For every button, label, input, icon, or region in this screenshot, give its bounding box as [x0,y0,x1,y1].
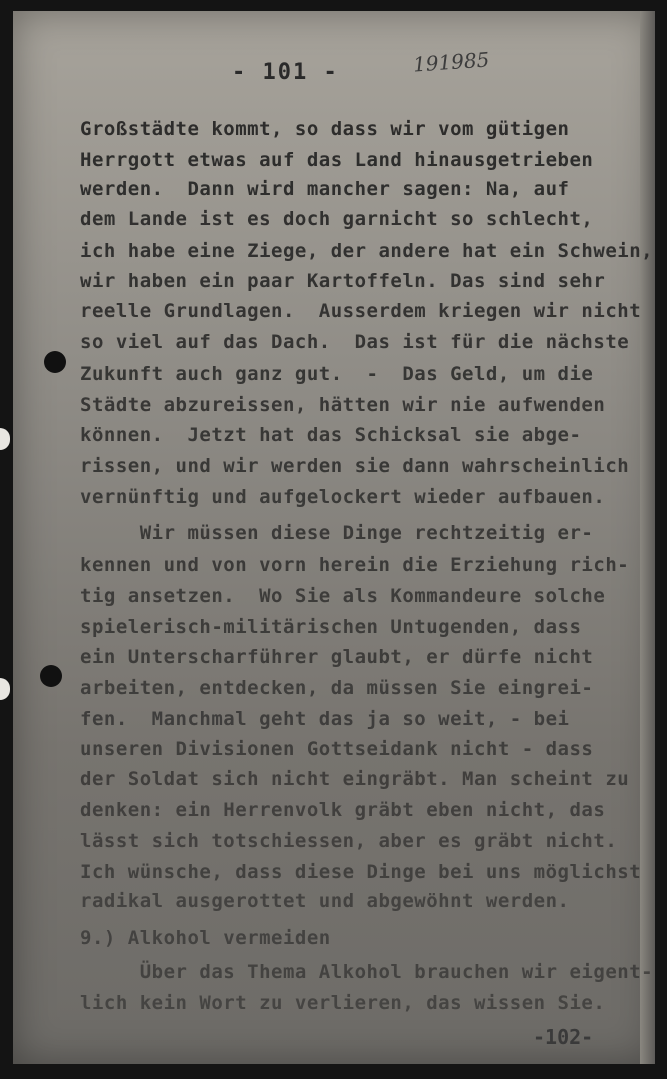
text-line: Wir müssen diese Dinge rechtzeitig er- [80,522,594,544]
punch-hole [44,351,66,373]
text-line: Zukunft auch ganz gut. - Das Geld, um die [80,363,594,385]
handwritten-reference: 191985 [412,47,491,77]
text-line: kennen und von vorn herein die Erziehung rich- [80,554,630,576]
text-line: können. Jetzt hat das Schicksal sie abge- [80,424,582,446]
page-edge [640,11,655,1064]
text-line: arbeiten, entdecken, da müssen Sie eingrei- [80,677,594,699]
text-line: fen. Manchmal geht das ja so weit, - bei [80,708,570,730]
text-line: lässt sich totschiessen, aber es gräbt nicht. [80,830,618,852]
text-line: radikal ausgerottet und abgewöhnt werden. [80,890,570,912]
text-line: dem Lande ist es doch garnicht so schlecht, [80,208,594,230]
text-line: tig ansetzen. Wo Sie als Kommandeure solche [80,585,606,607]
text-line: unseren Divisionen Gottseidank nicht - dass [80,738,594,760]
text-line: vernünftig und aufgelockert wieder aufbauen. [80,486,606,508]
text-line: reelle Grundlagen. Ausserdem kriegen wir nicht [80,300,642,322]
text-line: Über das Thema Alkohol brauchen wir eigent- [80,961,654,983]
text-line: ich habe eine Ziege, der andere hat ein Schwein, [80,240,654,262]
text-line: so viel auf das Dach. Das ist für die nächste [80,331,630,353]
text-line: denken: ein Herrenvolk gräbt eben nicht, das [80,799,606,821]
page-number-header: - 101 - [232,60,339,85]
text-line: werden. Dann wird mancher sagen: Na, auf [80,178,570,200]
text-line: rissen, und wir werden sie dann wahrscheinlich [80,455,630,477]
text-line: wir haben ein paar Kartoffeln. Das sind sehr [80,270,606,292]
binder-tab [0,428,10,450]
text-line: der Soldat sich nicht eingräbt. Man scheint zu [80,768,630,790]
text-line: ein Unterscharführer glaubt, er dürfe nicht [80,646,594,668]
binder-tab [0,678,10,700]
text-line: Ich wünsche, dass diese Dinge bei uns möglichst [80,861,642,883]
text-line: lich kein Wort zu verlieren, das wissen Sie. [80,992,606,1014]
text-line: Herrgott etwas auf das Land hinausgetrieben [80,149,594,171]
text-line: 9.) Alkohol vermeiden [80,927,331,949]
text-line: Städte abzureissen, hätten wir nie aufwenden [80,394,606,416]
punch-hole [40,665,62,687]
page-number-footer: -102- [533,1025,594,1049]
text-line: spielerisch-militärischen Untugenden, dass [80,616,582,638]
text-line: Großstädte kommt, so dass wir vom gütigen [80,118,570,140]
